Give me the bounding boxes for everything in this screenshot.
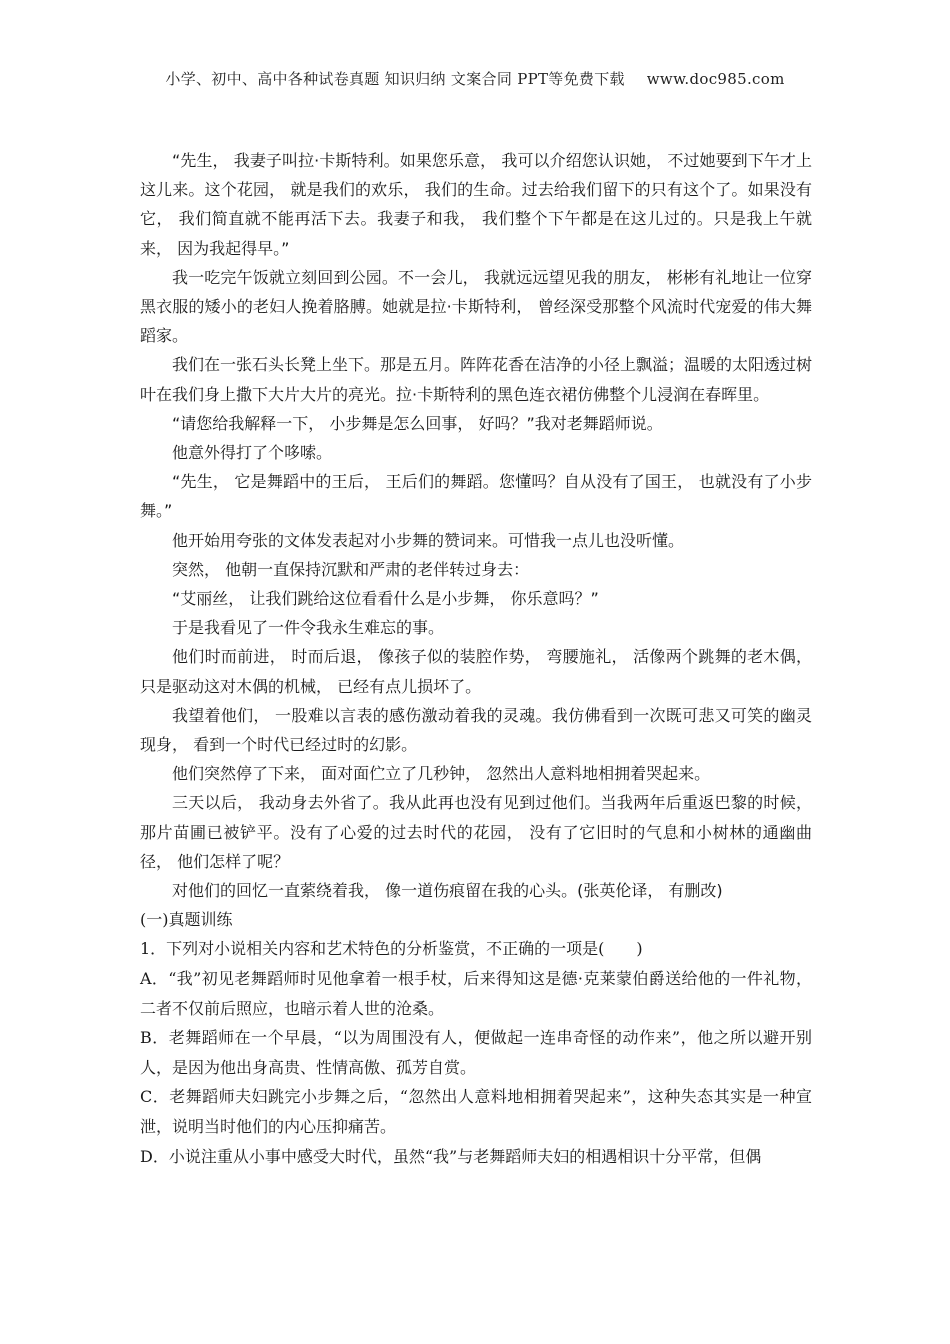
story-paragraph: 我望着他们， 一股难以言表的感伤激动着我的灵魂。我仿佛看到一次既可悲又可笑的幽灵现身， 看到一个时代已经过时的幻影。 — [140, 705, 812, 755]
question-option-d: D．小说注重从小事中感受大时代，虽然“我”与老舞蹈师夫妇的相遇相识十分平常，但偶 — [140, 1146, 762, 1166]
story-paragraph: 他开始用夸张的文体发表起对小步舞的赞词来。可惜我一点儿也没听懂。 — [172, 530, 685, 550]
story-paragraph: 他们时而前进， 时而后退， 像孩子似的装腔作势， 弯腰施礼， 活像两个跳舞的老木偶，只是驱动这对木偶的机械， 已经有点儿损坏了。 — [140, 647, 812, 696]
story-paragraph: 三天以后， 我动身去外省了。我从此再也没有见到过他们。当我两年后重返巴黎的时候，那片苗圃已被铲平。没有了心爱的过去时代的花园， 没有了它旧时的气息和小树林的通幽曲径， 他们怎样了呢？ — [140, 793, 812, 871]
story-paragraph: “先生， 我妻子叫拉·卡斯特利。如果您乐意， 我可以介绍您认识她， 不过她要到下午才上这儿来。这个花园， 就是我们的欢乐， 我们的生命。过去给我们留下的只有这个了。如果没有它， 我们简直就不能再活下去。我妻子和我， 我们整个下午都是在这儿过的。只是我上午就来， 因为我起得早。” — [140, 151, 812, 258]
document-body — [140, 146, 812, 1171]
question-option-a: A．“我”初见老舞蹈师时见他拿着一根手杖，后来得知这是德·克莱蒙伯爵送给他的一件礼物，二者不仅前后照应，也暗示着人世的沧桑。 — [140, 969, 812, 1018]
story-paragraph: 我们在一张石头长凳上坐下。那是五月。阵阵花香在洁净的小径上飘溢；温暖的太阳透过树叶在我们身上撒下大片大片的亮光。拉·卡斯特利的黑色连衣裙仿佛整个儿浸润在春晖里。 — [140, 355, 813, 404]
header-site: www.doc985.com — [646, 70, 785, 88]
story-paragraph: 他们突然停了下来， 面对面伫立了几秒钟， 忽然出人意料地相拥着哭起来。 — [172, 764, 711, 784]
story-paragraph: “先生， 它是舞蹈中的王后， 王后们的舞蹈。您懂吗？自从没有了国王， 也就没有了小步舞。” — [140, 472, 812, 521]
story-paragraph: 他意外得打了个哆嗦。 — [172, 443, 333, 463]
story-paragraph: 突然， 他朝一直保持沉默和严肃的老伴转过身去： — [172, 559, 530, 579]
story-paragraph: 于是我看见了一件令我永生难忘的事。 — [172, 618, 445, 638]
question-option-b: B．老舞蹈师在一个早晨，“以为周围没有人，便做起一连串奇怪的动作来”，他之所以避开别人，是因为他出身高贵、性情高傲、孤芳自赏。 — [140, 1028, 812, 1077]
header-text: 小学、初中、高中各种试卷真题 知识归纳 文案合同 PPT等免费下载 — [165, 70, 625, 88]
story-paragraph: “艾丽丝， 让我们跳给这位看看什么是小步舞， 你乐意吗？” — [172, 589, 599, 609]
question-stem: 1．下列对小说相关内容和艺术特色的分析鉴赏，不正确的一项是( ) — [140, 939, 643, 959]
story-paragraph: “请您给我解释一下， 小步舞是怎么回事， 好吗？”我对老舞蹈师说。 — [172, 413, 663, 433]
page-header — [0, 68, 950, 89]
story-paragraph: 我一吃完午饭就立刻回到公园。不一会儿， 我就远远望见我的朋友， 彬彬有礼地让一位穿黑衣服的矮小的老妇人挽着胳膊。她就是拉·卡斯特利， 曾经深受那整个风流时代宠爱的伟大舞蹈家。 — [140, 267, 812, 346]
story-paragraph: 对他们的回忆一直萦绕着我， 像一道伤痕留在我的心头。(张英伦译， 有删改) — [172, 881, 723, 901]
question-option-c: C．老舞蹈师夫妇跳完小步舞之后，“忽然出人意料地相拥着哭起来”，这种失态其实是一种宣泄，说明当时他们的内心压抑痛苦。 — [140, 1087, 812, 1137]
section-heading: (一)真题训练 — [140, 910, 233, 930]
